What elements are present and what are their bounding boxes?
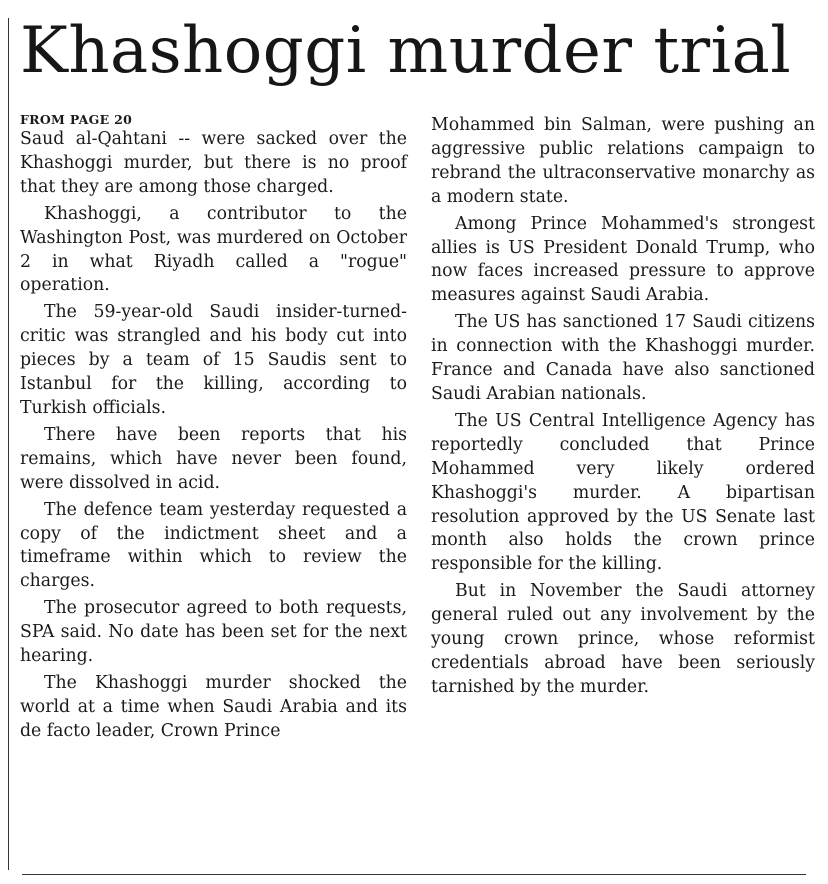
paragraph: Saud al-Qahtani -- were sacked over the Khashoggi murder, but there is no proof that they are among those charged. bbox=[20, 129, 407, 197]
paragraph: Mohammed bin Salman, were pushing an aggressive public relations campaign to rebrand the ultraconservative monarchy as a modern state. bbox=[431, 115, 815, 207]
bottom-rule bbox=[22, 874, 806, 875]
article-column-left bbox=[20, 110, 407, 747]
paragraph: But in November the Saudi attorney general ruled out any involvement by the young crown prince, whose reformist credentials abroad have been seriously tarnished by the murder. bbox=[431, 581, 815, 697]
paragraph: The defence team yesterday requested a copy of the indictment sheet and a timeframe within which to review the charges. bbox=[20, 499, 407, 592]
paragraph: Khashoggi, a contributor to the Washington Post, was murdered on October 2 in what Riyadh called a "rogue" operation. bbox=[20, 203, 407, 296]
continuation-kicker: FROM PAGE 20 bbox=[20, 112, 133, 127]
paragraph: There have been reports that his remains, which have never been found, were dissolved in acid. bbox=[20, 424, 407, 493]
paragraph: The US Central Intelligence Agency has reportedly concluded that Prince Mohammed very likely ordered Khashoggi's murder. A bipartisan resolution approved by the US Senate last month also holds the crown prince responsible for the killing. bbox=[431, 410, 815, 575]
paragraph: The 59-year-old Saudi insider-turned-critic was strangled and his body cut into pieces by a team of 15 Saudis sent to Istanbul for the killing, according to Turkish officials. bbox=[20, 302, 407, 418]
paragraph: The US has sanctioned 17 Saudi citizens in connection with the Khashoggi murder. France and Canada have also sanctioned Saudi Arabian nationals. bbox=[431, 312, 815, 404]
paragraph: The Khashoggi murder shocked the world at a time when Saudi Arabia and its de facto leader, Crown Prince bbox=[20, 672, 407, 741]
headline: Khashoggi murder trial bbox=[20, 14, 792, 88]
paragraph: Among Prince Mohammed's strongest allies is US President Donald Trump, who now faces increased pressure to approve measures against Saudi Arabia. bbox=[431, 213, 815, 306]
paragraph: The prosecutor agreed to both requests, SPA said. No date has been set for the next hearing. bbox=[20, 598, 407, 667]
article-column-right bbox=[431, 110, 815, 703]
left-column-rule bbox=[8, 18, 9, 870]
